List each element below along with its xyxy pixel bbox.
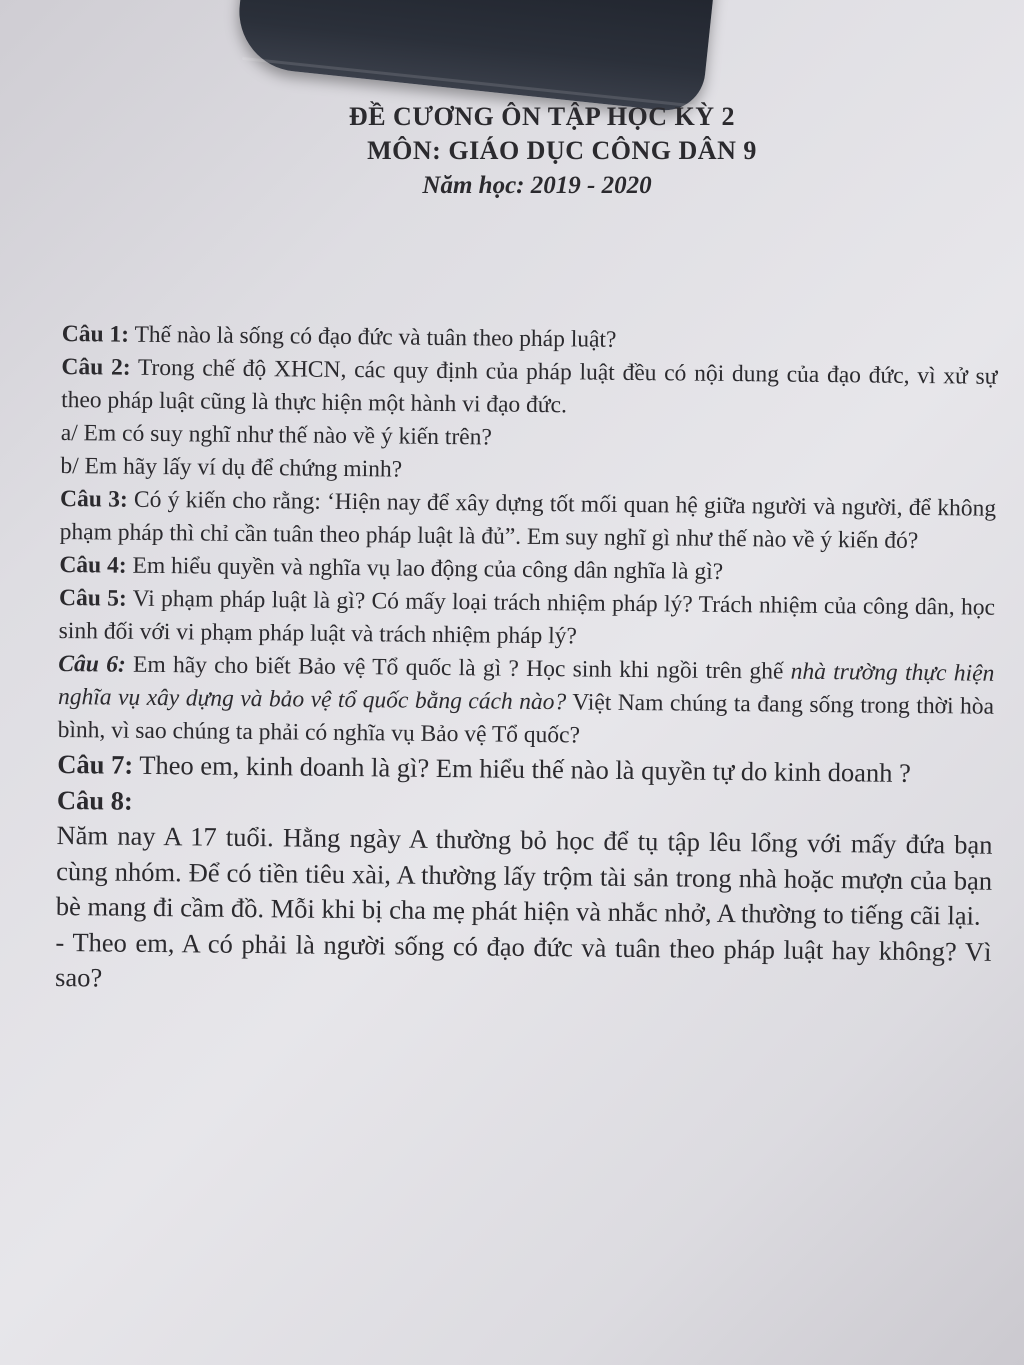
question-2	[61, 351, 998, 427]
question-6-text: Em hãy cho biết Bảo vệ Tổ quốc là gì ? Học sinh khi ngồi trên ghế	[132, 651, 784, 685]
question-4-label: Câu 4:	[59, 551, 127, 579]
question-5-label: Câu 5:	[58, 584, 127, 612]
phone-object	[233, 0, 716, 114]
question-3-text: Có ý kiến cho rằng: ‘Hiện nay để xây dựng tốt mối quan hệ giữa người và người, để không phạm pháp thì chỉ cần tuân theo pháp luật là đủ”. Em suy nghĩ gì như thế nào về ý kiến đó?	[59, 486, 997, 554]
question-list	[55, 318, 998, 1005]
title-line-1: ĐỀ CƯƠNG ÔN TẬP HỌC KỲ 2	[348, 102, 736, 131]
question-2-label: Câu 2:	[61, 353, 131, 381]
question-7-label: Câu 7:	[57, 748, 134, 780]
school-year: Năm học: 2019 - 2020	[422, 172, 652, 199]
question-6-text-italic: nhà trường thực hiện nghĩa vụ xây dựng và bảo vệ tổ quốc bằng cách nào?	[57, 658, 995, 716]
question-3-label: Câu 3:	[59, 485, 128, 513]
question-4-text: Em hiểu quyền và nghĩa vụ lao động của công dân nghĩa là gì?	[132, 552, 724, 585]
question-8-question: - Theo em, A có phải là người sống có đạo đức và tuân theo pháp luật hay không? Vì sao?	[54, 926, 992, 993]
question-5	[59, 582, 996, 658]
question-1-label: Câu 1:	[61, 320, 130, 348]
question-3	[60, 483, 997, 559]
document-header	[0, 100, 1024, 204]
question-6-text-end: Việt Nam chúng ta đang sống trong thời hòa bình, vì sao chúng ta phải có nghĩa vụ Bảo vệ Tổ quốc?	[57, 689, 995, 749]
question-1-text: Thế nào là sống có đạo đức và tuân theo pháp luật?	[134, 321, 617, 353]
question-8-text: Năm nay A 17 tuổi. Hằng ngày A thường bỏ học để tụ tập lêu lổng với mấy đứa bạn cùng nhóm. Để có tiền tiêu xài, A thường lấy trộm tài sản trong nhà hoặc mượn của bạn bè mang đi cầm đồ. Mỗi khi bị cha mẹ phát hiện và nhắc nhở, A thường to tiếng cãi lại.	[55, 819, 993, 931]
question-2-text: Trong chế độ XHCN, các quy định của pháp luật đều có nội dung của đạo đức, vì xử sự theo pháp luật cũng là thực hiện một hành vi đạo đức.	[61, 354, 998, 419]
question-6-label: Câu 6:	[58, 650, 126, 678]
question-5-text: Vi phạm pháp luật là gì? Có mấy loại trách nhiệm pháp lý? Trách nhiệm của công dân, học sinh đối với vi phạm pháp luật và trách nhiệm pháp lý?	[58, 585, 996, 650]
question-2a: a/ Em có suy nghĩ như thế nào về ý kiến trên?	[60, 419, 492, 451]
title-line-2: MÔN: GIÁO DỤC CÔNG DÂN 9	[367, 136, 757, 165]
question-7-text: Theo em, kinh doanh là gì? Em hiểu thế nào là quyền tự do kinh doanh ?	[139, 749, 912, 788]
question-6	[58, 648, 995, 757]
question-8-label: Câu 8:	[56, 784, 133, 816]
question-2b: b/ Em hãy lấy ví dụ để chứng minh?	[60, 452, 403, 483]
